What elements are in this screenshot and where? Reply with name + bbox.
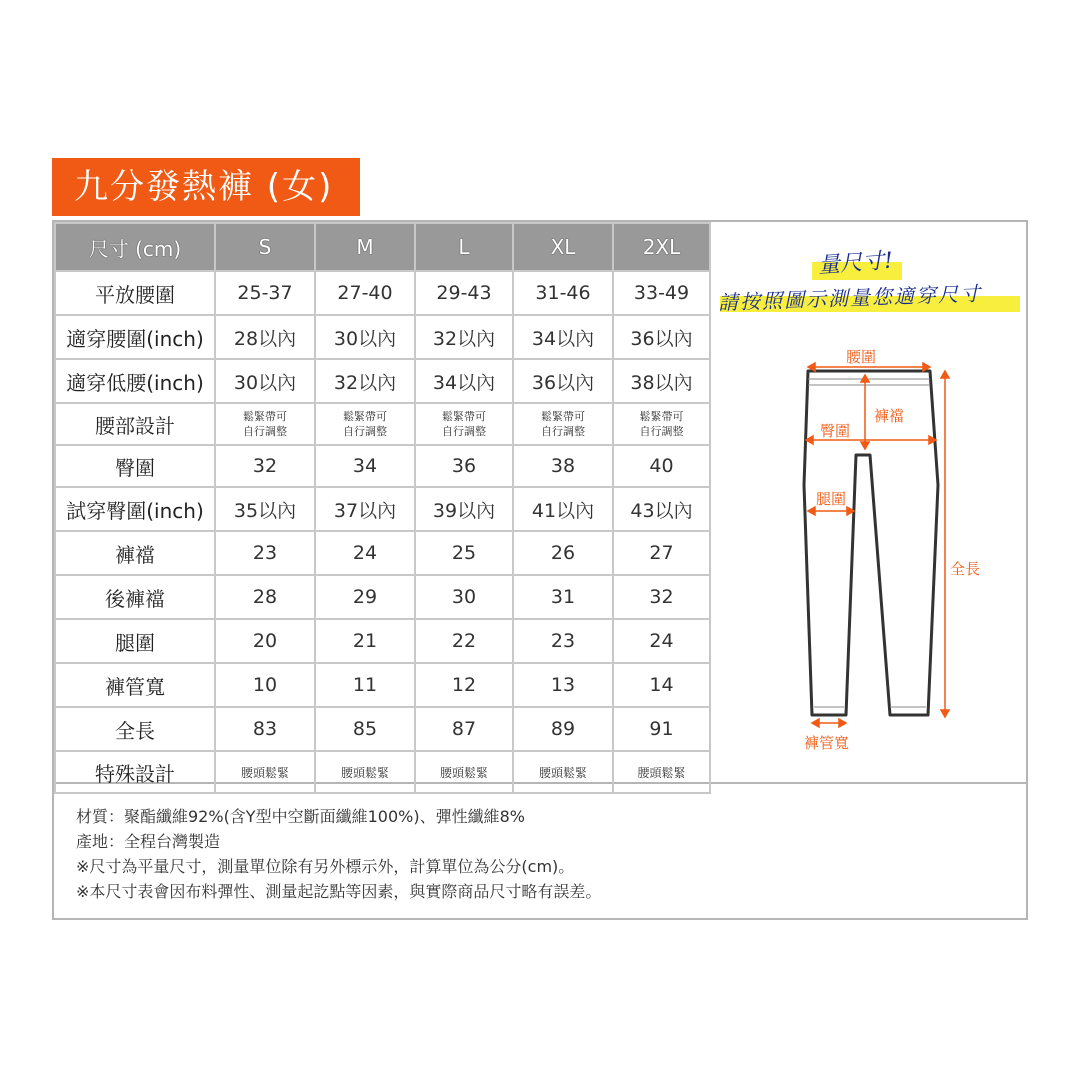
row-label: 適穿低腰(inch) bbox=[55, 359, 215, 403]
table-cell: 22 bbox=[415, 619, 513, 663]
row-label: 腿圍 bbox=[55, 619, 215, 663]
table-cell: 31-46 bbox=[513, 271, 613, 315]
label-waist: 腰圍 bbox=[846, 348, 877, 366]
row-label: 褲管寬 bbox=[55, 663, 215, 707]
table-cell: 25-37 bbox=[215, 271, 315, 315]
table-cell: 33-49 bbox=[613, 271, 710, 315]
row-label: 平放腰圍 bbox=[55, 271, 215, 315]
table-row bbox=[55, 445, 710, 487]
note-error: ※本尺寸表會因布料彈性、測量起訖點等因素，與實際商品尺寸略有誤差。 bbox=[76, 882, 602, 901]
table-cell: 腰頭鬆緊 bbox=[613, 751, 710, 793]
row-label: 特殊設計 bbox=[55, 751, 215, 793]
table-cell: 26 bbox=[513, 531, 613, 575]
table-cell: 34 bbox=[315, 445, 415, 487]
table-row bbox=[55, 663, 710, 707]
table-cell: 32以內 bbox=[315, 359, 415, 403]
table-cell: 鬆緊帶可 自行調整 bbox=[513, 403, 613, 445]
table-row bbox=[55, 315, 710, 359]
table-cell: 24 bbox=[613, 619, 710, 663]
table-cell: 29-43 bbox=[415, 271, 513, 315]
table-cell: 32以內 bbox=[415, 315, 513, 359]
table-row bbox=[55, 359, 710, 403]
table-cell: 10 bbox=[215, 663, 315, 707]
table-cell: 31 bbox=[513, 575, 613, 619]
handwritten-line1: 量尺寸! bbox=[817, 248, 894, 279]
table-row bbox=[55, 271, 710, 315]
table-row bbox=[55, 403, 710, 445]
table-cell: 鬆緊帶可 自行調整 bbox=[415, 403, 513, 445]
table-cell: 24 bbox=[315, 531, 415, 575]
handwritten-line2: 請按照圖示測量您適穿尺寸 bbox=[717, 281, 983, 315]
table-cell: 32 bbox=[613, 575, 710, 619]
table-cell: 27 bbox=[613, 531, 710, 575]
table-cell: 36以內 bbox=[513, 359, 613, 403]
header-size-s: S bbox=[215, 223, 315, 271]
header-size-l: L bbox=[415, 223, 513, 271]
table-cell: 36以內 bbox=[613, 315, 710, 359]
table-cell: 12 bbox=[415, 663, 513, 707]
header-size-label: 尺寸 (cm) bbox=[55, 223, 215, 271]
header-size-xl: XL bbox=[513, 223, 613, 271]
page-title: 九分發熱褲 (女) bbox=[52, 158, 360, 216]
table-cell: 鬆緊帶可 自行調整 bbox=[215, 403, 315, 445]
table-cell: 鬆緊帶可 自行調整 bbox=[315, 403, 415, 445]
table-cell: 20 bbox=[215, 619, 315, 663]
table-cell: 34以內 bbox=[415, 359, 513, 403]
table-cell: 85 bbox=[315, 707, 415, 751]
table-cell: 23 bbox=[513, 619, 613, 663]
table-row bbox=[55, 619, 710, 663]
table-cell: 40 bbox=[613, 445, 710, 487]
label-hem: 褲管寬 bbox=[804, 734, 850, 752]
row-label: 腰部設計 bbox=[55, 403, 215, 445]
hem-arrow bbox=[812, 719, 846, 727]
table-row bbox=[55, 487, 710, 531]
table-row bbox=[55, 751, 710, 793]
row-label: 臀圍 bbox=[55, 445, 215, 487]
table-cell: 32 bbox=[215, 445, 315, 487]
table-cell: 43以內 bbox=[613, 487, 710, 531]
leggings-diagram bbox=[790, 345, 970, 735]
table-cell: 37以內 bbox=[315, 487, 415, 531]
notes bbox=[76, 804, 601, 904]
table-cell: 30 bbox=[415, 575, 513, 619]
table-cell: 87 bbox=[415, 707, 513, 751]
row-label: 適穿腰圍(inch) bbox=[55, 315, 215, 359]
table-cell: 89 bbox=[513, 707, 613, 751]
table-cell: 21 bbox=[315, 619, 415, 663]
table-cell: 腰頭鬆緊 bbox=[513, 751, 613, 793]
table-cell: 83 bbox=[215, 707, 315, 751]
table-cell: 腰頭鬆緊 bbox=[315, 751, 415, 793]
table-row bbox=[55, 575, 710, 619]
table-cell: 14 bbox=[613, 663, 710, 707]
table-cell: 38 bbox=[513, 445, 613, 487]
table-cell: 30以內 bbox=[315, 315, 415, 359]
table-cell: 25 bbox=[415, 531, 513, 575]
label-length: 全長 bbox=[950, 560, 981, 578]
label-hip: 臀圍 bbox=[820, 422, 851, 440]
table-cell: 39以內 bbox=[415, 487, 513, 531]
table-cell: 29 bbox=[315, 575, 415, 619]
table-cell: 34以內 bbox=[513, 315, 613, 359]
label-thigh: 腿圍 bbox=[816, 490, 847, 508]
table-cell: 41以內 bbox=[513, 487, 613, 531]
label-crotch: 褲襠 bbox=[874, 407, 905, 425]
table-cell: 28 bbox=[215, 575, 315, 619]
row-label: 全長 bbox=[55, 707, 215, 751]
row-label: 褲襠 bbox=[55, 531, 215, 575]
table-row bbox=[55, 531, 710, 575]
table-cell: 13 bbox=[513, 663, 613, 707]
row-label: 試穿臀圍(inch) bbox=[55, 487, 215, 531]
table-cell: 38以內 bbox=[613, 359, 710, 403]
table-header-row bbox=[55, 223, 710, 271]
note-unit: ※尺寸為平量尺寸，測量單位除有另外標示外，計算單位為公分(cm)。 bbox=[76, 857, 575, 876]
header-size-2xl: 2XL bbox=[613, 223, 710, 271]
table-cell: 27-40 bbox=[315, 271, 415, 315]
length-arrow bbox=[941, 371, 949, 717]
note-material: 材質：聚酯纖維92%(含Y型中空斷面纖維100%)、彈性纖維8% bbox=[76, 807, 525, 826]
note-origin: 產地：全程台灣製造 bbox=[76, 832, 221, 851]
table-cell: 23 bbox=[215, 531, 315, 575]
table-cell: 36 bbox=[415, 445, 513, 487]
table-cell: 11 bbox=[315, 663, 415, 707]
row-label: 後褲襠 bbox=[55, 575, 215, 619]
table-cell: 30以內 bbox=[215, 359, 315, 403]
table-row bbox=[55, 707, 710, 751]
table-cell: 35以內 bbox=[215, 487, 315, 531]
table-cell: 28以內 bbox=[215, 315, 315, 359]
table-cell: 腰頭鬆緊 bbox=[215, 751, 315, 793]
table-cell: 91 bbox=[613, 707, 710, 751]
size-table bbox=[54, 222, 711, 794]
table-cell: 鬆緊帶可 自行調整 bbox=[613, 403, 710, 445]
header-size-m: M bbox=[315, 223, 415, 271]
table-cell: 腰頭鬆緊 bbox=[415, 751, 513, 793]
